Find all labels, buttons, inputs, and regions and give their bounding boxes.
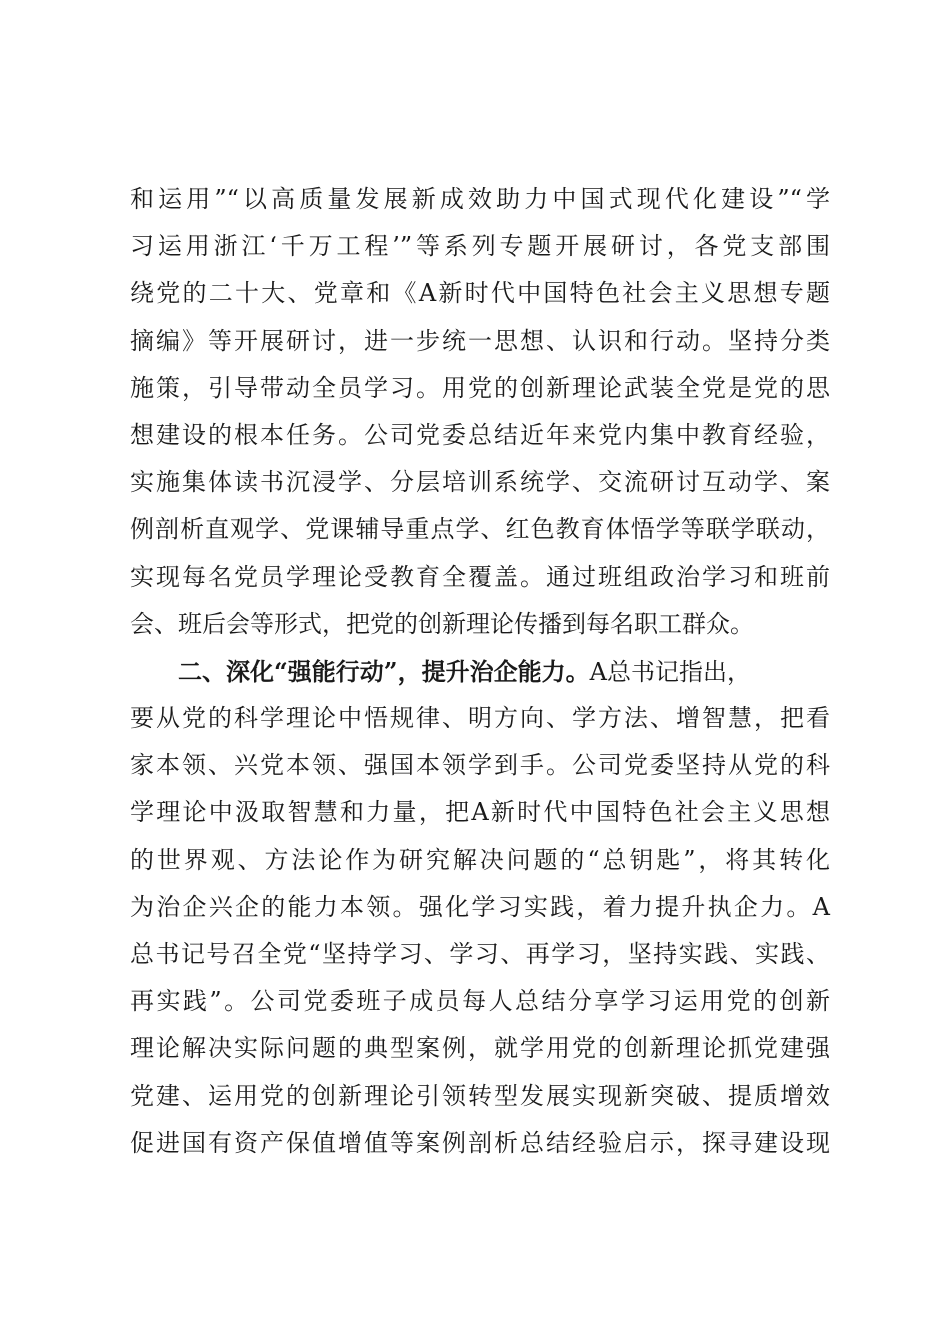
paragraph-1-line: 实现每名党员学理论受教育全覆盖。通过班组政治学习和班前 [130,562,830,591]
paragraph-1-line: 绕党的二十大、党章和《A新时代中国特色社会主义思想专题 [130,279,830,308]
paragraph-2-line: 党建、运用党的创新理论引领转型发展实现新突破、提质增效 [130,1081,830,1110]
paragraph-1-line: 摘编》等开展研讨，进一步统一思想、认识和行动。坚持分类 [130,326,830,355]
paragraph-2-line: 总书记号召全党“坚持学习、学习、再学习，坚持实践、实践、 [130,940,830,968]
paragraph-2-line: 学理论中汲取智慧和力量，把A新时代中国特色社会主义思想 [130,798,830,827]
paragraph-2-line: 要从党的科学理论中悟规律、明方向、学方法、增智慧，把看 [130,704,830,733]
paragraph-1-line: 习运用浙江‘千万工程’”等系列专题开展研讨，各党支部围 [130,232,830,261]
paragraph-1-line: 和运用”“以高质量发展新成效助力中国式现代化建设”“学 [130,185,830,213]
paragraph-2-line: 为治企兴企的能力本领。强化学习实践，着力提升执企力。A [130,892,830,921]
paragraph-2-first-line [130,648,830,695]
paragraph-1-line: 实施集体读书沉浸学、分层培训系统学、交流研讨互动学、案 [130,468,830,497]
section-heading: 二、深化“强能行动”，提升治企能力。 [178,656,590,686]
paragraph-1-line: 会、班后会等形式，把党的创新理论传播到每名职工群众。 [130,609,754,638]
paragraph-1-line: 施策，引导带动全员学习。用党的创新理论武装全党是党的思 [130,373,830,402]
paragraph-2-line: 家本领、兴党本领、强国本领学到手。公司党委坚持从党的科 [130,751,830,780]
paragraph-2-line: 再实践”。公司党委班子成员每人总结分享学习运用党的创新 [130,987,830,1016]
paragraph-2-line: 的世界观、方法论作为研究解决问题的“总钥匙”，将其转化 [130,845,830,874]
paragraph-2-first-line-text: A总书记指出， [589,657,751,686]
body-text [130,176,830,1167]
paragraph-1-line: 例剖析直观学、党课辅导重点学、红色教育体悟学等联学联动， [130,515,830,544]
paragraph-2-line: 理论解决实际问题的典型案例，就学用党的创新理论抓党建强 [130,1034,830,1063]
paragraph-2-line: 促进国有资产保值增值等案例剖析总结经验启示，探寻建设现 [130,1128,830,1157]
paragraph-1-line: 想建设的根本任务。公司党委总结近年来党内集中教育经验， [130,420,830,449]
